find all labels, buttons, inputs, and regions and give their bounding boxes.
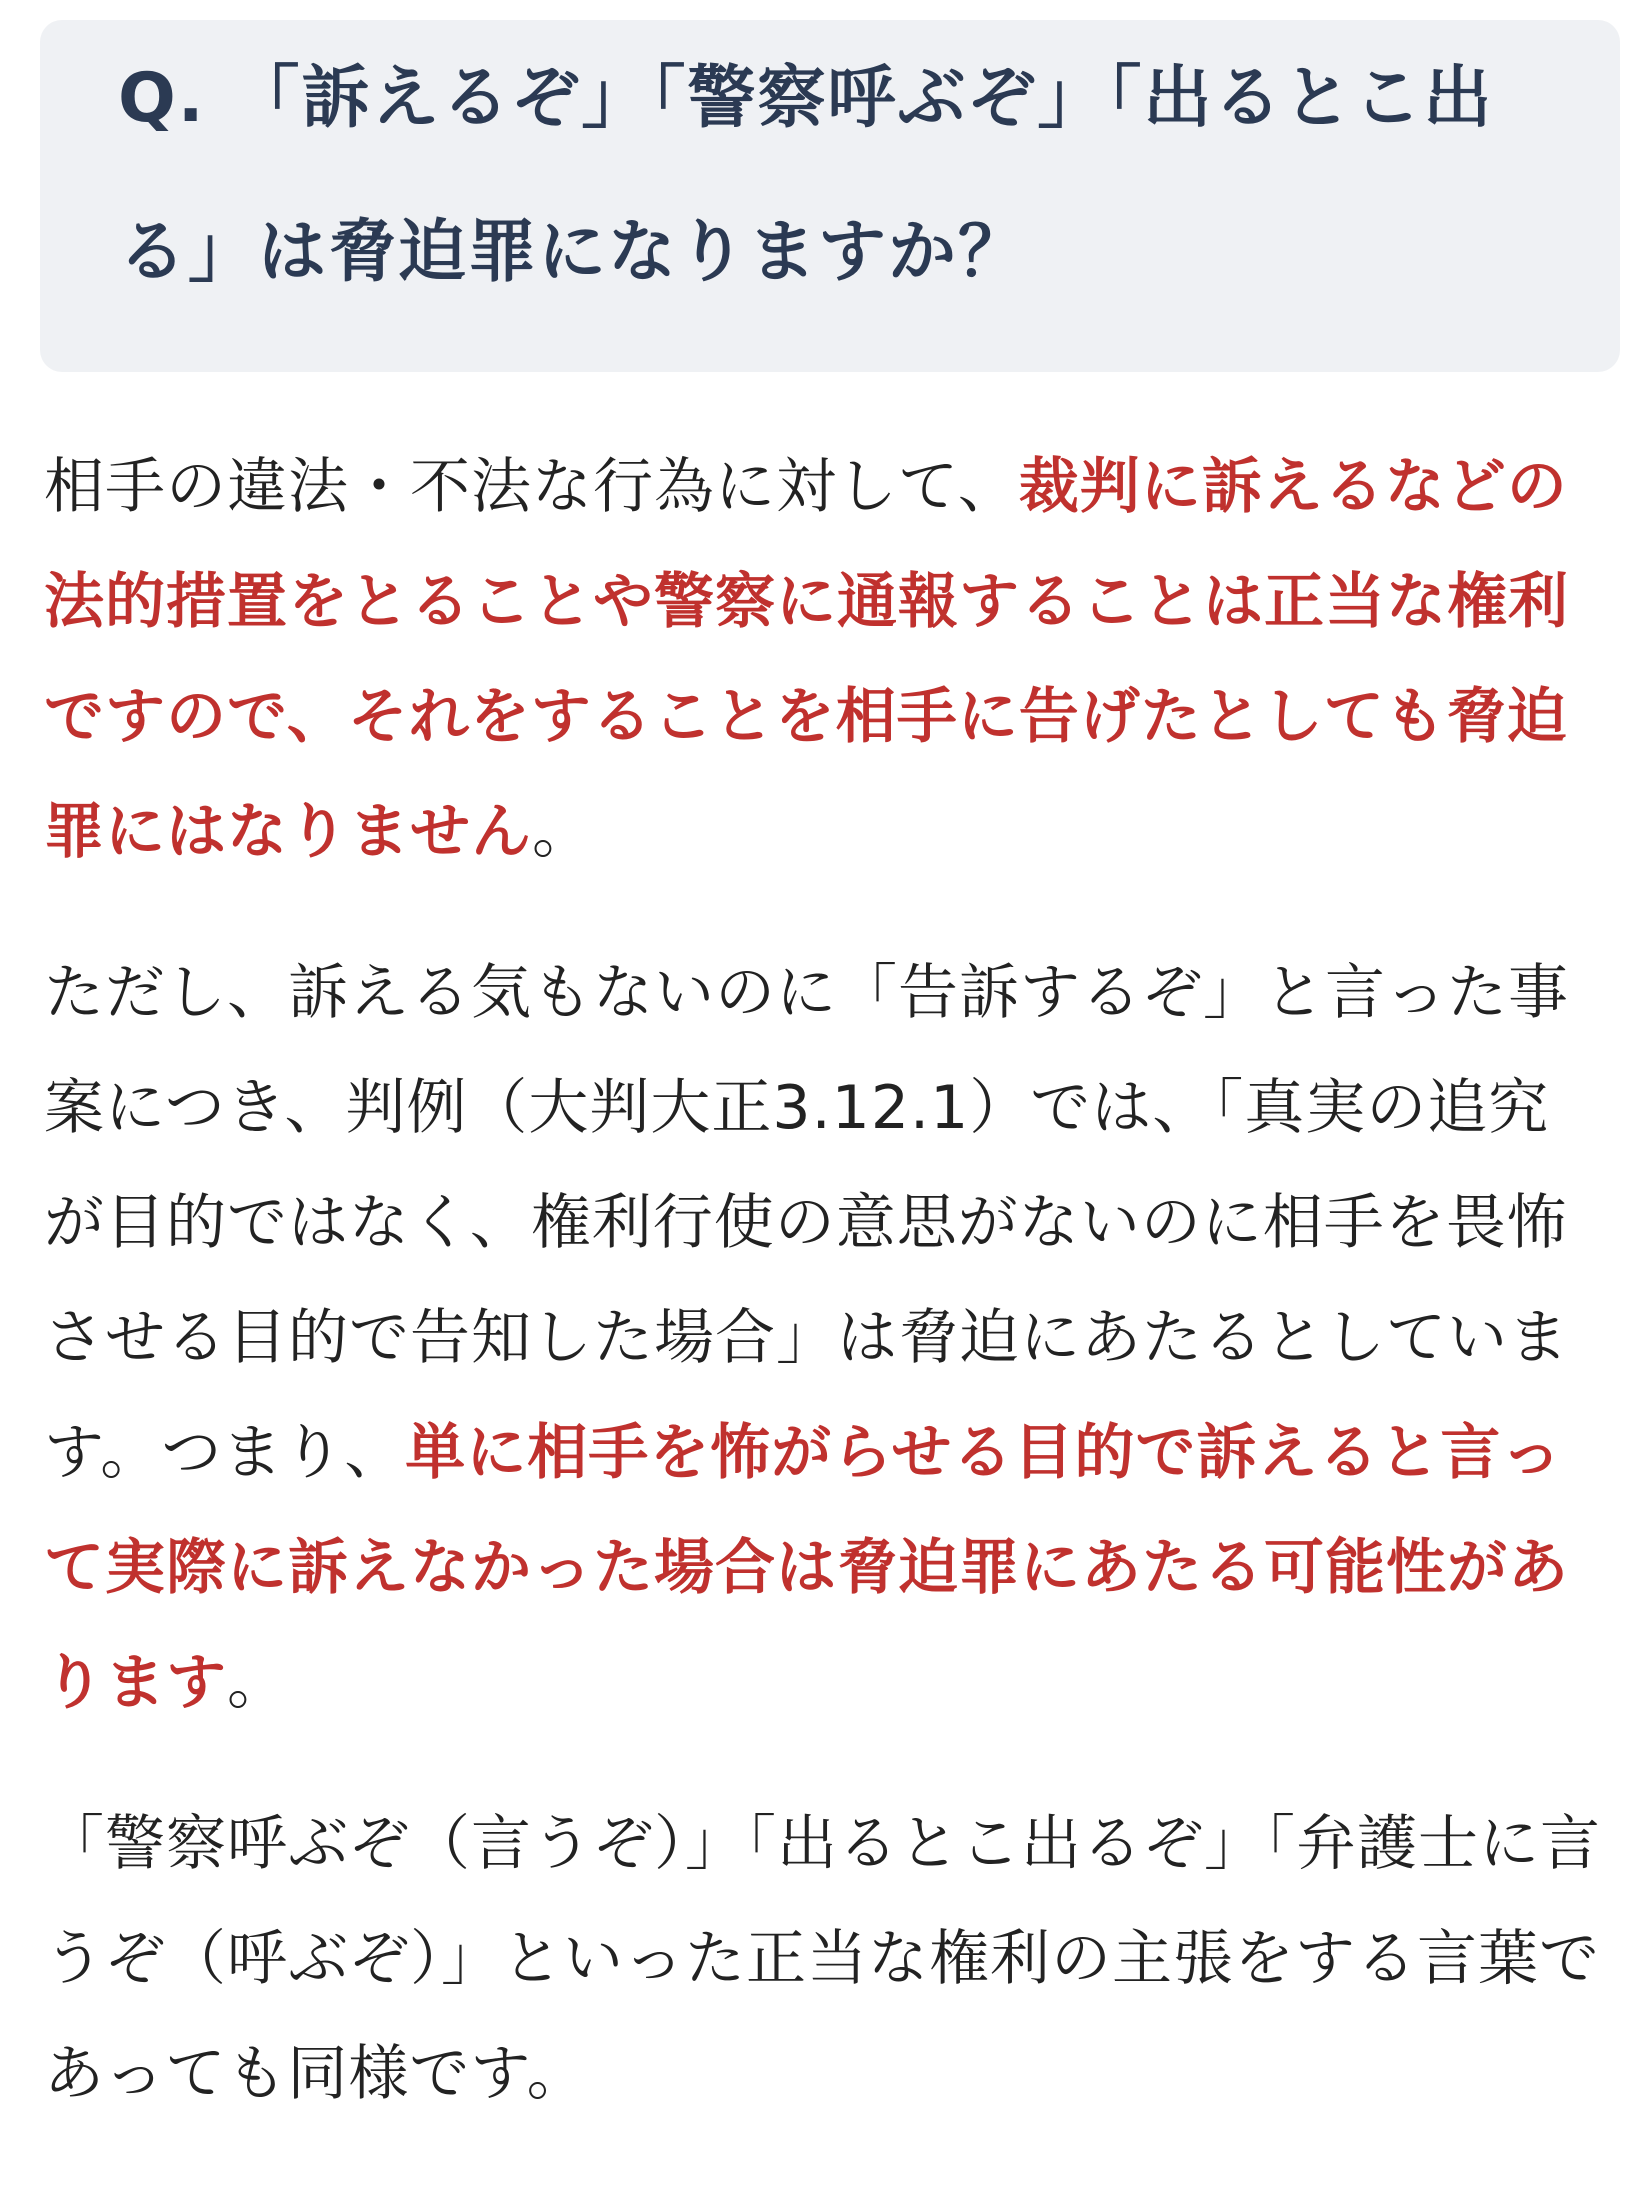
paragraph-1-lead: 相手の違法・不法な行為に対して、 — [44, 452, 1019, 522]
answer-body — [44, 430, 1604, 2132]
paragraph-1-tail: 。 — [532, 797, 593, 867]
answer-paragraph-1 — [44, 430, 1604, 890]
paragraph-1-highlight: 裁判に訴えるなどの法的措置をとることや警察に通報することは正当な権利ですので、それをすることを相手に告げたとしても脅迫罪にはなりません — [44, 452, 1569, 867]
paragraph-2-tail: 。 — [227, 1648, 288, 1718]
question-box — [40, 20, 1620, 372]
question-title: Q. 「訴えるぞ」「警察呼ぶぞ」「出るとこ出る」は脅迫罪になりますか？ — [118, 59, 1494, 292]
paragraph-2-lead: ただし、訴える気もないのに「告訴するぞ」と言った事案につき、判例（大判大正3.12.1）では、「真実の追究が目的ではなく、権利行使の意思がないのに相手を畏怖させる目的で告知した場合」は脅迫にあたるとしています。つまり、 — [44, 958, 1569, 1488]
paragraph-2-highlight: 単に相手を怖がらせる目的で訴えると言って実際に訴えなかった場合は脅迫罪にあたる可能性があります — [44, 1418, 1569, 1718]
answer-paragraph-3 — [44, 1787, 1604, 2132]
paragraph-3-lead: 「警察呼ぶぞ（言うぞ）」「出るとこ出るぞ」「弁護士に言うぞ（呼ぶぞ）」といった正当な権利の主張をする言葉であっても同様です。 — [44, 1809, 1601, 2109]
answer-paragraph-2 — [44, 936, 1604, 1741]
